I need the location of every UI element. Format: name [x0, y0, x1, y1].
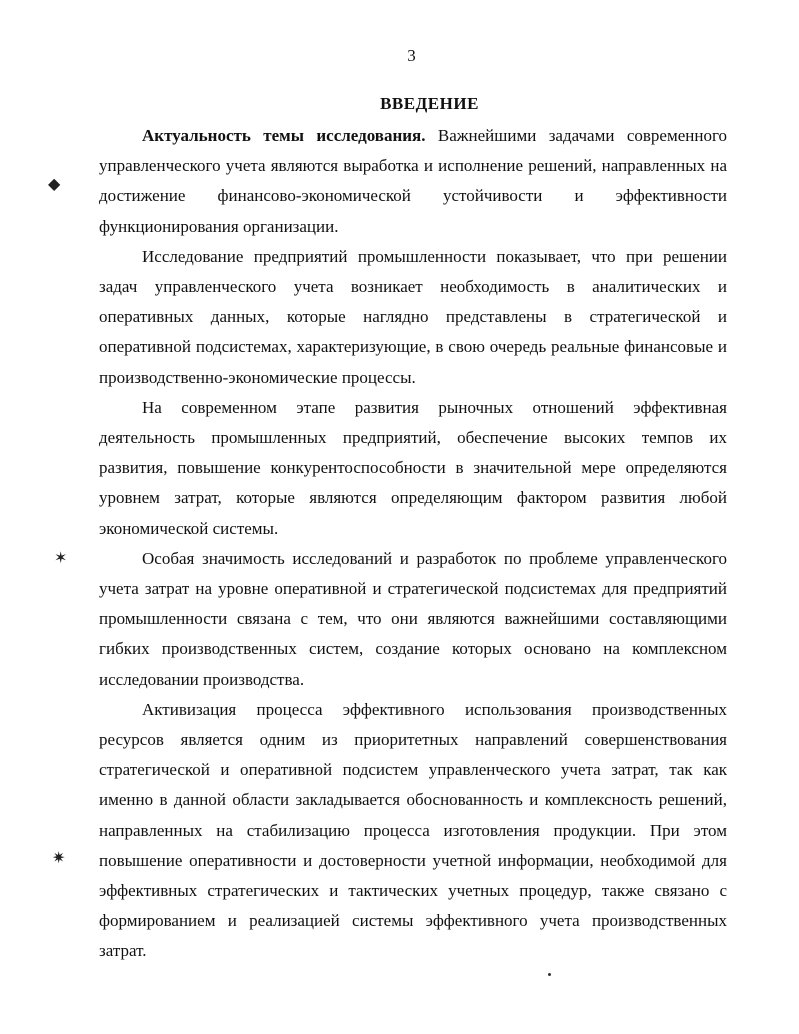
margin-mark-icon: ✶	[54, 548, 68, 567]
paragraph-1-lead: Актуальность темы исследования.	[142, 126, 426, 145]
section-title: ВВЕДЕНИЕ	[380, 94, 479, 113]
page-number: 3	[407, 46, 416, 65]
body-text	[99, 121, 727, 967]
paragraph-1-text: Важнейшими задачами современного управленческого учета являются выработка и исполнение решений, направленных на достижение финансово-экономической устойчивости и эффективности функционирования организации.	[99, 126, 728, 236]
paragraph-5: Активизация процесса эффективного использования производственных ресурсов является одним из приоритетных направлений совершенствования стратегической и оперативной подсистем управленческого учета затрат, так как именно в данной области закладывается обоснованность и комплексность решений, направленных на стабилизацию процесса изготовления продукции. При этом повышение оперативности и достоверности учетной информации, необходимой для эффективных стратегических и тактических учетных процедур, также связано с формированием и реализацией системы эффективного учета производственных затрат.	[99, 699, 727, 961]
paragraph-4: Особая значимость исследований и разработок по проблеме управленческого учета затрат на уровне оперативной и стратегической подсистемах для предприятий промышленности связана с тем, что они являются важнейшими составляющими гибких производственных систем, создание которых основано на комплексном исследовании производства.	[99, 548, 727, 689]
paragraph-1	[99, 121, 727, 242]
scan-speck	[548, 973, 551, 976]
paragraph-3: На современном этапе развития рыночных отношений эффективная деятельность промышленных предприятий, обеспечение высоких темпов их развития, повышение конкурентоспособности в значительной мере определяются уровнем затрат, которые являются определяющим фактором развития любой экономической системы.	[99, 397, 727, 538]
paragraph-2: Исследование предприятий промышленности показывает, что при решении задач управленческого учета возникает необходимость в аналитических и оперативных данных, которые наглядно представлены в стратегической и оперативной подсистемах, характеризующие, в свою очередь реальные финансовые и производственно-экономические процессы.	[99, 246, 727, 387]
margin-mark-icon: ✷	[52, 848, 66, 867]
margin-mark-icon: ◆	[48, 174, 61, 193]
